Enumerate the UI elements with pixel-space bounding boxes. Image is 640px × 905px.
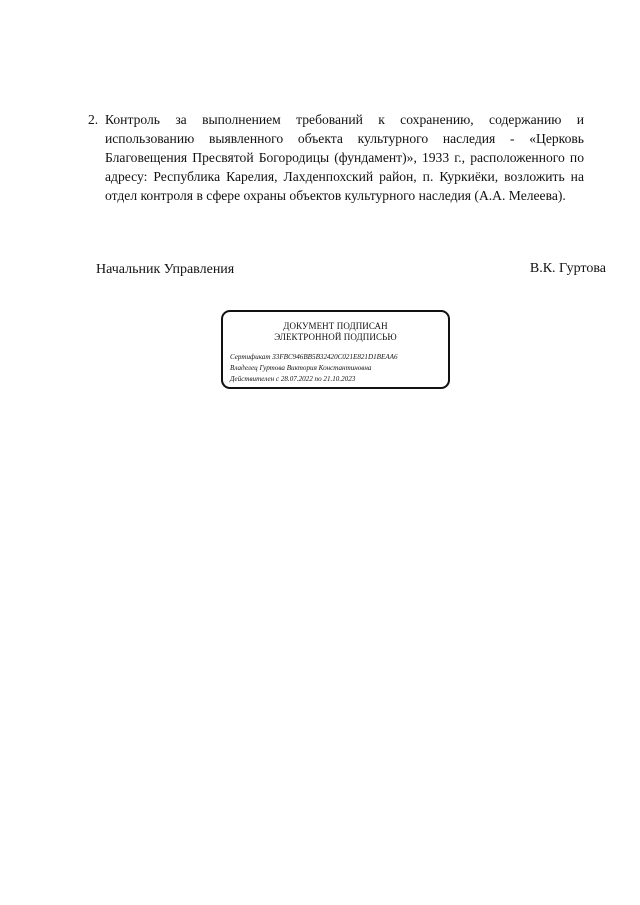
signatory-title: Начальник Управления [96, 262, 235, 277]
stamp-owner: Владелец Гуртова Виктория Константиновна [230, 364, 372, 372]
paragraph-number: 2. [88, 112, 99, 127]
stamp-heading-line2: ЭЛЕКТРОННОЙ ПОДПИСЬЮ [274, 332, 397, 342]
stamp-heading-line1: ДОКУМЕНТ ПОДПИСАН [283, 321, 388, 331]
stamp-heading [223, 321, 448, 343]
paragraph-text: Контроль за выполнением требований к сохранению, содержанию и использованию выявленного объекта культурного наследия - «Церковь Благовещения Пресвятой Богородицы (фундамент)», 1933 г., расположенного по адресу: Республика Карелия, Лахденпохский район, п. Куркиёки, возложить на отдел контроля в сфере охраны объектов культурного наследия (А.А. Мелеева). [105, 112, 584, 203]
stamp-validity: Действителен с 28.07.2022 по 21.10.2023 [230, 375, 356, 383]
signatory-name: В.К. Гуртова [529, 261, 606, 276]
stamp-certificate: Сертификат 33FBC946BB5B32420C021E821D1BEAA6 [230, 353, 398, 361]
numbered-paragraph [88, 110, 584, 205]
electronic-signature-stamp [221, 310, 450, 389]
